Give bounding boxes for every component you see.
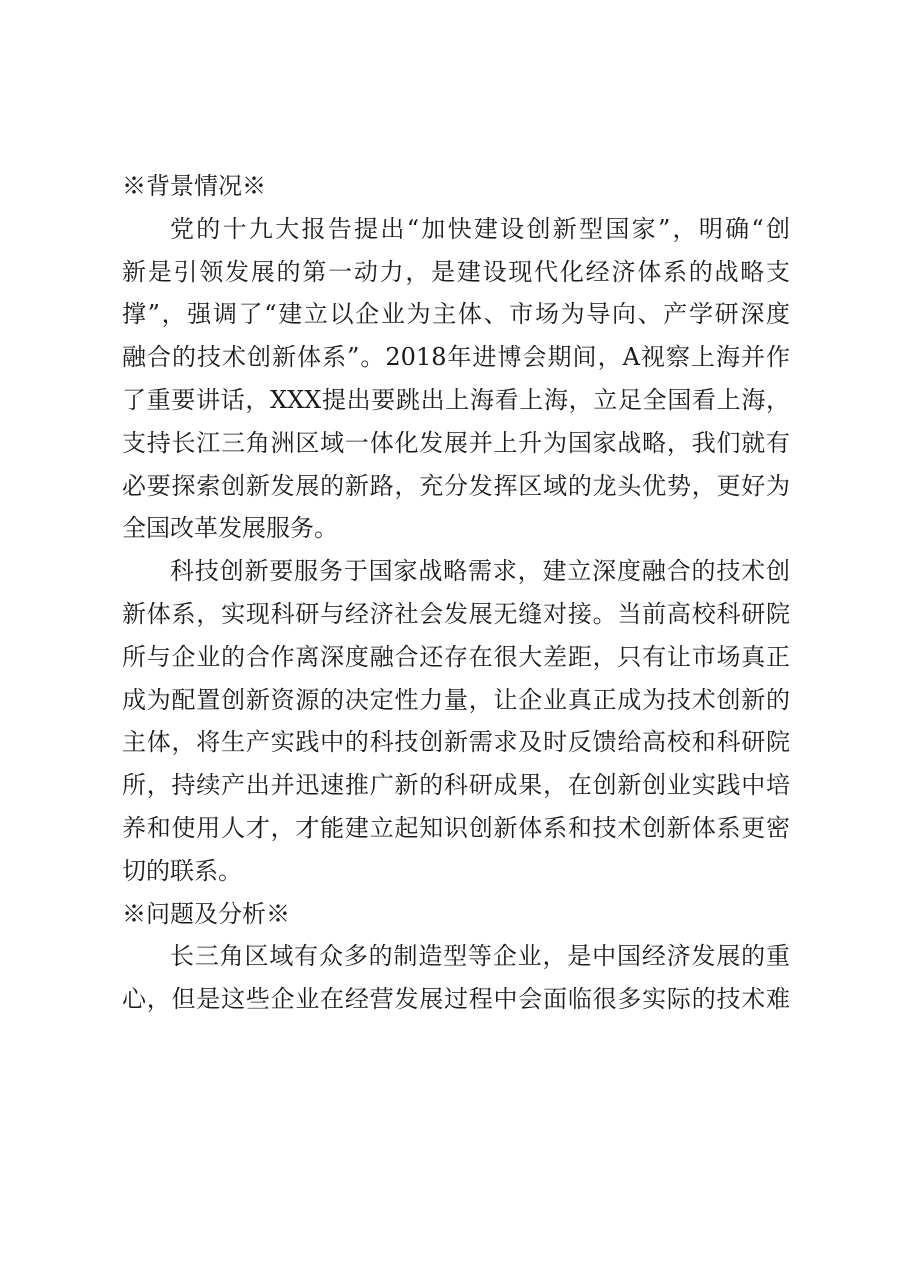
- text-line: 成为配置创新资源的决定性力量，让企业真正成为技术创新的: [122, 685, 790, 714]
- document-body: [122, 165, 790, 1021]
- text-line: 必要探索创新发展的新路，充分发挥区域的龙头优势，更好为: [122, 471, 790, 500]
- section-heading-background: ※背景情况※: [122, 172, 266, 200]
- text-line: 所，持续产出并迅速推广新的科研成果，在创新创业实践中培: [122, 771, 790, 800]
- text-line: 支持长江三角洲区域一体化发展并上升为国家战略，我们就有: [122, 428, 790, 457]
- text-line: 了重要讲话，XXX提出要跳出上海看上海，立足全国看上海，: [122, 385, 790, 414]
- paragraph-background-2: [122, 550, 790, 892]
- text-line: 科技创新要服务于国家战略需求，建立深度融合的技术创: [170, 557, 790, 586]
- paragraph-background-1: [122, 208, 790, 550]
- text-line: 所与企业的合作离深度融合还存在很大差距，只有让市场真正: [122, 642, 790, 671]
- text-line: 主体，将生产实践中的科技创新需求及时反馈给高校和科研院: [122, 728, 790, 757]
- text-line: 切的联系。: [122, 856, 242, 885]
- text-line: 融合的技术创新体系”。2018年进博会期间，A视察上海并作: [122, 343, 790, 372]
- text-line: 新是引领发展的第一动力，是建设现代化经济体系的战略支: [122, 257, 790, 286]
- section-heading-problems: ※问题及分析※: [122, 899, 290, 928]
- paragraph-problems-1: [122, 935, 790, 1021]
- text-line: 全国改革发展服务。: [122, 514, 338, 543]
- text-line: 新体系，实现科研与经济社会发展无缝对接。当前高校科研院: [122, 599, 790, 628]
- text-line: 长三角区域有众多的制造型等企业，是中国经济发展的重: [170, 942, 790, 971]
- text-line: 养和使用人才，才能建立起知识创新体系和技术创新体系更密: [122, 813, 790, 842]
- text-line: 撑”，强调了“建立以企业为主体、市场为导向、产学研深度: [122, 300, 790, 329]
- text-line: 心，但是这些企业在经营发展过程中会面临很多实际的技术难: [122, 985, 790, 1014]
- text-line: 党的十九大报告提出“加快建设创新型国家”，明确“创: [170, 214, 790, 243]
